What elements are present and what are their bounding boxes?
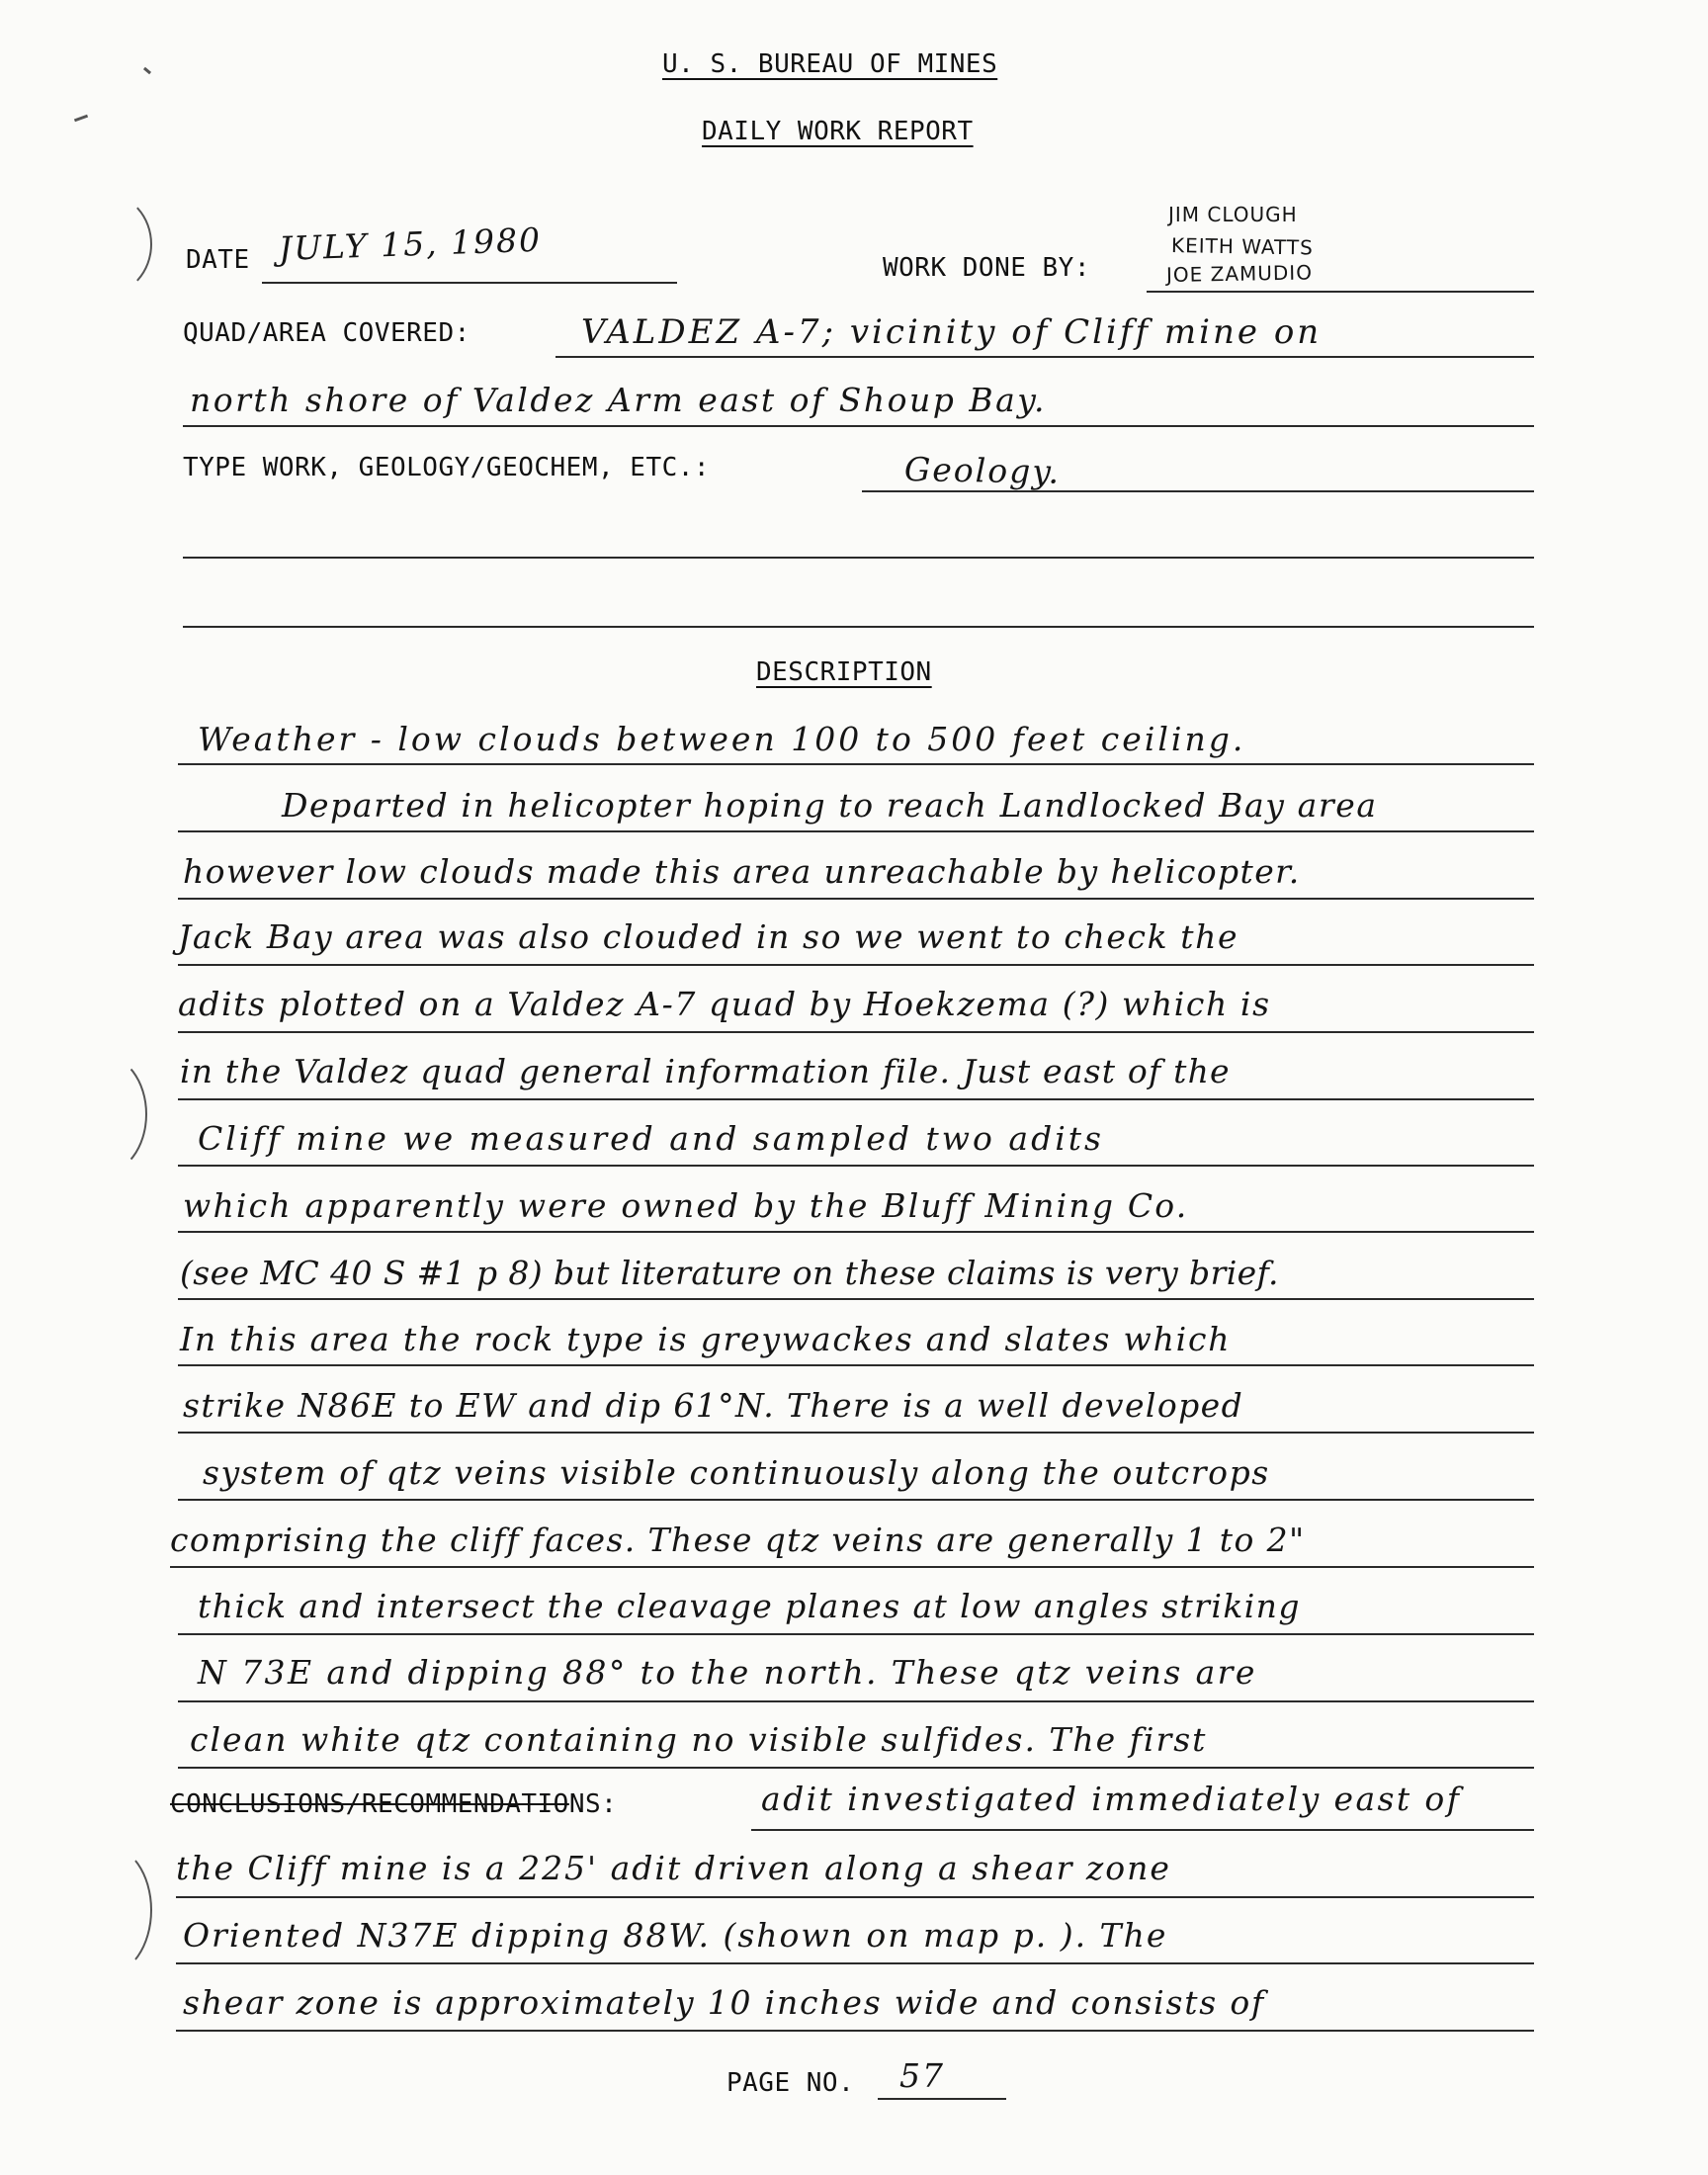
description-line: which apparently were owned by the Bluff Mining Co.: [183, 1186, 1189, 1225]
conclusions-line: adit investigated immediately east of: [761, 1780, 1462, 1818]
description-rule: [178, 898, 1534, 900]
conclusions-line: shear zone is approximately 10 inches wide and consists of: [183, 1983, 1265, 2022]
worker-name: JOE ZAMUDIO: [1165, 260, 1314, 287]
description-rule: [178, 763, 1534, 765]
conclusions-rule: [176, 1896, 1534, 1898]
conclusions-rule: [751, 1829, 1534, 1831]
description-line: clean white qtz containing no visible sulfides. The first: [190, 1720, 1208, 1759]
description-rule: [178, 964, 1534, 966]
report-title: DAILY WORK REPORT: [702, 117, 974, 146]
quad-area-line-1: VALDEZ A-7; vicinity of Cliff mine on: [581, 312, 1323, 352]
blank-rule-2: [183, 626, 1534, 628]
description-rule: [178, 1031, 1534, 1033]
description-line: Departed in helicopter hoping to reach Landlocked Bay area: [282, 786, 1378, 825]
description-rule: [178, 1700, 1534, 1702]
conclusions-rule: [176, 2030, 1534, 2032]
description-line: (see MC 40 S #1 p 8) but literature on these claims is very brief.: [180, 1254, 1279, 1292]
quad-rule-2: [183, 425, 1534, 427]
description-rule: [178, 830, 1534, 832]
punch-hole-mark-middle: [54, 1053, 147, 1175]
page-number-value: 57: [899, 2056, 945, 2095]
description-rule: [178, 1231, 1534, 1233]
description-line: strike N86E to EW and dip 61°N. There is a well developed: [183, 1386, 1244, 1425]
work-done-by-rule: [1147, 291, 1534, 293]
description-line: Weather - low clouds between 100 to 500 feet ceiling.: [198, 720, 1246, 758]
scan-mark: [143, 67, 151, 74]
work-done-by-label: WORK DONE BY:: [883, 253, 1090, 283]
type-work-value: Geology.: [903, 450, 1062, 491]
description-line: thick and intersect the cleavage planes at low angles striking: [198, 1587, 1301, 1625]
description-rule: [178, 1098, 1534, 1100]
type-work-label: TYPE WORK, GEOLOGY/GEOCHEM, ETC.:: [183, 453, 711, 482]
agency-title: U. S. BUREAU OF MINES: [662, 49, 998, 79]
worker-name: JIM CLOUGH: [1168, 203, 1298, 226]
description-line: Jack Bay area was also clouded in so we went to check the: [178, 917, 1239, 956]
description-line: N 73E and dipping 88° to the north. These qtz veins are: [198, 1653, 1257, 1692]
description-line: however low clouds made this area unreachable by helicopter.: [183, 852, 1301, 891]
worker-name: KEITH WATTS: [1170, 233, 1315, 260]
description-line: comprising the cliff faces. These qtz veins are generally 1 to 2": [170, 1521, 1306, 1559]
date-value: JULY 15, 1980: [278, 219, 543, 268]
quad-area-line-2: north shore of Valdez Arm east of Shoup Bay.: [190, 381, 1048, 419]
type-work-rule: [862, 490, 1534, 492]
quad-area-label: QUAD/AREA COVERED:: [183, 318, 470, 348]
conclusions-line: the Cliff mine is a 225' adit driven along a shear zone: [176, 1849, 1171, 1887]
description-rule: [170, 1566, 1534, 1568]
description-heading: DESCRIPTION: [756, 657, 932, 687]
description-line: in the Valdez quad general information file. Just east of the: [180, 1052, 1231, 1090]
description-rule: [178, 1298, 1534, 1300]
scan-mark: [74, 115, 88, 123]
date-rule: [262, 282, 677, 284]
description-line: system of qtz veins visible continuously along the outcrops: [203, 1453, 1270, 1492]
conclusions-rule: [176, 1962, 1534, 1964]
page-number-label: PAGE NO.: [726, 2068, 855, 2098]
conclusions-label-struck: CONCLUSIONS/RECOMMENDATIO: [170, 1789, 569, 1819]
description-line: Cliff mine we measured and sampled two adits: [198, 1119, 1104, 1158]
description-rule: [178, 1432, 1534, 1434]
description-rule: [178, 1633, 1534, 1635]
punch-hole-mark-bottom: [59, 1844, 152, 1976]
conclusions-label-rest: NS:: [568, 1789, 618, 1819]
description-line: In this area the rock type is greywackes and slates which: [180, 1320, 1232, 1358]
blank-rule-1: [183, 557, 1534, 559]
description-rule: [178, 1499, 1534, 1501]
description-rule: [178, 1165, 1534, 1167]
page-number-rule: [878, 2098, 1006, 2100]
date-label: DATE: [186, 245, 250, 275]
description-rule: [178, 1364, 1534, 1366]
conclusions-line: Oriented N37E dipping 88W. (shown on map p. ). The: [183, 1916, 1168, 1955]
quad-rule-1: [555, 356, 1534, 358]
description-rule: [178, 1767, 1534, 1769]
description-line: adits plotted on a Valdez A-7 quad by Hoekzema (?) which is: [178, 985, 1271, 1023]
punch-hole-mark-top: [59, 193, 152, 296]
conclusions-label: [170, 1789, 617, 1819]
